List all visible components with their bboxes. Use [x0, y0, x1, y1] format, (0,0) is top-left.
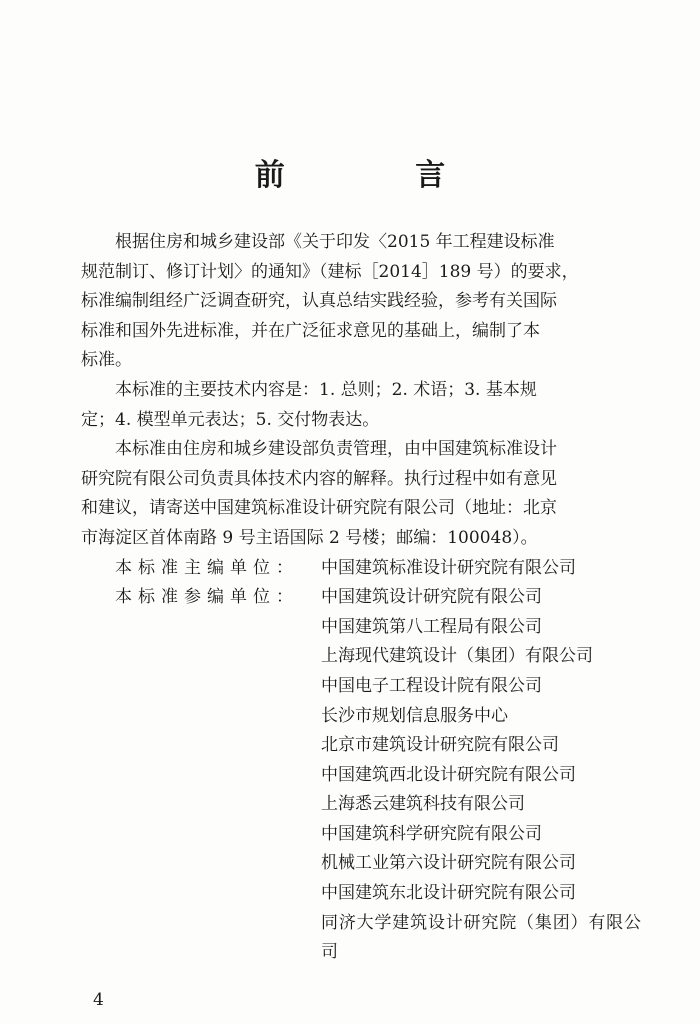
- document-body: [81, 228, 641, 968]
- paragraph-line: 研究院有限公司负责具体技术内容的解释。执行过程中如有意见: [81, 468, 557, 489]
- participant-unit: 中国建筑东北设计研究院有限公司: [321, 883, 576, 904]
- participant-row: [81, 583, 641, 613]
- paragraph-line: 标准。: [81, 350, 132, 371]
- participant-unit: 中国建筑科学研究院有限公司: [321, 823, 542, 844]
- participant-row: [81, 613, 641, 643]
- participant-unit: 同济大学建筑设计研究院（集团）有限公司: [321, 912, 641, 963]
- paragraph-line: 规范制订、修订计划〉的通知》（建标［2014］189 号）的要求，: [81, 261, 579, 282]
- paragraph-management: [81, 435, 641, 553]
- paragraph-line: 标准和国外先进标准，并在广泛征求意见的基础上，编制了本: [81, 320, 540, 341]
- page-title: 前 言: [254, 158, 506, 193]
- participant-unit: 中国建筑设计研究院有限公司: [321, 587, 542, 608]
- chief-editor-label: 本标准主编单位：: [115, 557, 299, 578]
- participant-unit: 上海悉云建筑科技有限公司: [321, 794, 525, 815]
- participant-row: [81, 672, 641, 702]
- paragraph-line: 和建议，请寄送中国建筑标准设计研究院有限公司（地址：北京: [81, 498, 557, 519]
- participant-unit: 机械工业第六设计研究院有限公司: [321, 853, 576, 874]
- participant-row: [81, 790, 641, 820]
- participant-unit: 长沙市规划信息服务中心: [321, 705, 508, 726]
- participant-unit: 上海现代建筑设计（集团）有限公司: [321, 646, 593, 667]
- paragraph-line: 市海淀区首体南路 9 号主语国际 2 号楼；邮编：100048）。: [81, 527, 538, 548]
- paragraph-line: 定；4. 模型单元表达；5. 交付物表达。: [81, 409, 380, 430]
- participant-unit: 中国电子工程设计院有限公司: [321, 675, 542, 696]
- paragraph-line: 本标准的主要技术内容是：1. 总则；2. 术语；3. 基本规: [115, 379, 537, 400]
- participant-unit: 北京市建筑设计研究院有限公司: [321, 735, 559, 756]
- paragraph-main-content: [81, 376, 641, 435]
- participant-row: [81, 879, 641, 909]
- participant-row: [81, 702, 641, 732]
- paragraph-line: 本标准由住房和城乡建设部负责管理，由中国建筑标准设计: [115, 439, 557, 460]
- participants-label: 本标准参编单位：: [115, 587, 299, 608]
- organization-list: [81, 554, 641, 968]
- participant-row: [81, 642, 641, 672]
- participant-row: [81, 731, 641, 761]
- participant-row: [81, 820, 641, 850]
- participant-unit: 中国建筑第八工程局有限公司: [321, 616, 542, 637]
- participant-unit: 中国建筑西北设计研究院有限公司: [321, 764, 576, 785]
- chief-editor-value: 中国建筑标准设计研究院有限公司: [321, 557, 576, 578]
- participant-row: [81, 849, 641, 879]
- chief-editor-row: [81, 554, 641, 584]
- page-number: 4: [93, 990, 104, 1010]
- participant-row: [81, 761, 641, 791]
- paragraph-line: 标准编制组经广泛调查研究，认真总结实践经验，参考有关国际: [81, 291, 557, 312]
- participant-row: [81, 909, 641, 968]
- paragraph-background: [81, 228, 641, 376]
- paragraph-line: 根据住房和城乡建设部《关于印发〈2015 年工程建设标准: [115, 232, 555, 252]
